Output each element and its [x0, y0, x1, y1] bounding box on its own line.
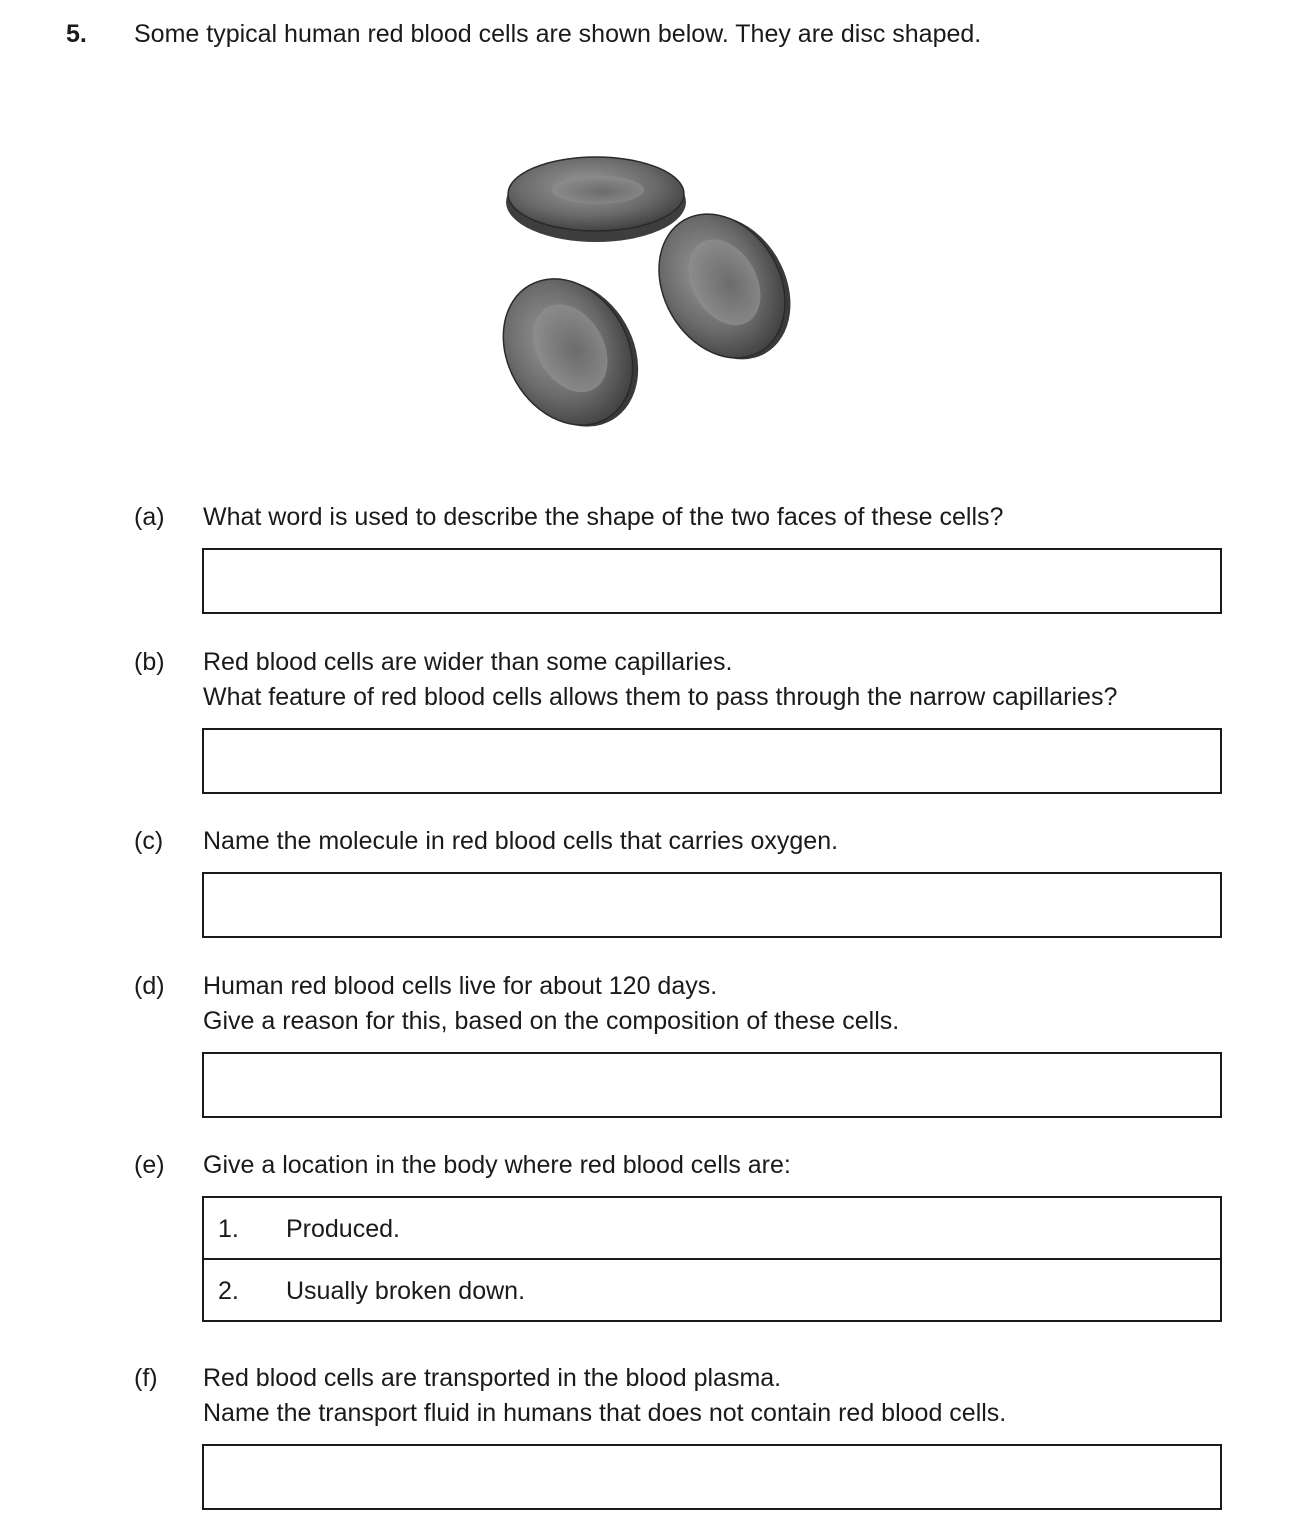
red-blood-cell-left: [490, 253, 664, 440]
row-text: Usually broken down.: [286, 1277, 526, 1305]
answer-box-b[interactable]: [202, 728, 1222, 794]
part-a-question: [203, 500, 1003, 535]
part-f-label: (f): [134, 1364, 158, 1392]
part-f-line-1: Red blood cells are transported in the blood plasma.: [203, 1364, 782, 1392]
part-c-question: [203, 824, 838, 859]
part-e-question: [203, 1148, 791, 1183]
part-b-question: [203, 645, 1117, 715]
part-f-line-2: Name the transport fluid in humans that does not contain red blood cells.: [203, 1399, 1007, 1427]
answer-box-d[interactable]: [202, 1052, 1222, 1118]
part-a-label: (a): [134, 503, 165, 531]
row-text: Produced.: [286, 1215, 400, 1243]
part-d-question: [203, 969, 899, 1039]
part-d-line-2: Give a reason for this, based on the composition of these cells.: [203, 1007, 900, 1035]
red-blood-cell-top: [506, 157, 686, 242]
part-c-line-1: Name the molecule in red blood cells that carries oxygen.: [203, 827, 839, 855]
question-number: 5.: [66, 20, 87, 48]
part-b-label: (b): [134, 648, 165, 676]
question-intro: Some typical human red blood cells are shown below. They are disc shaped.: [134, 20, 982, 48]
answer-table-e: [202, 1196, 1222, 1322]
part-a-line-1: What word is used to describe the shape of the two faces of these cells?: [203, 503, 1004, 531]
row-number: 1.: [218, 1215, 239, 1243]
red-blood-cells-illustration: [490, 130, 810, 440]
part-b-line-2: What feature of red blood cells allows them to pass through the narrow capillaries?: [203, 683, 1118, 711]
part-d-line-1: Human red blood cells live for about 120 days.: [203, 972, 718, 1000]
part-e-line-1: Give a location in the body where red blood cells are:: [203, 1151, 791, 1179]
answer-row-e-2[interactable]: [204, 1260, 1220, 1322]
part-d-label: (d): [134, 972, 165, 1000]
part-f-question: [203, 1361, 1006, 1431]
answer-box-f[interactable]: [202, 1444, 1222, 1510]
row-number: 2.: [218, 1277, 239, 1305]
answer-box-c[interactable]: [202, 872, 1222, 938]
part-c-label: (c): [134, 827, 164, 855]
part-e-label: (e): [134, 1151, 165, 1179]
answer-box-a[interactable]: [202, 548, 1222, 614]
part-b-line-1: Red blood cells are wider than some capillaries.: [203, 648, 733, 676]
answer-row-e-1[interactable]: [204, 1198, 1220, 1260]
